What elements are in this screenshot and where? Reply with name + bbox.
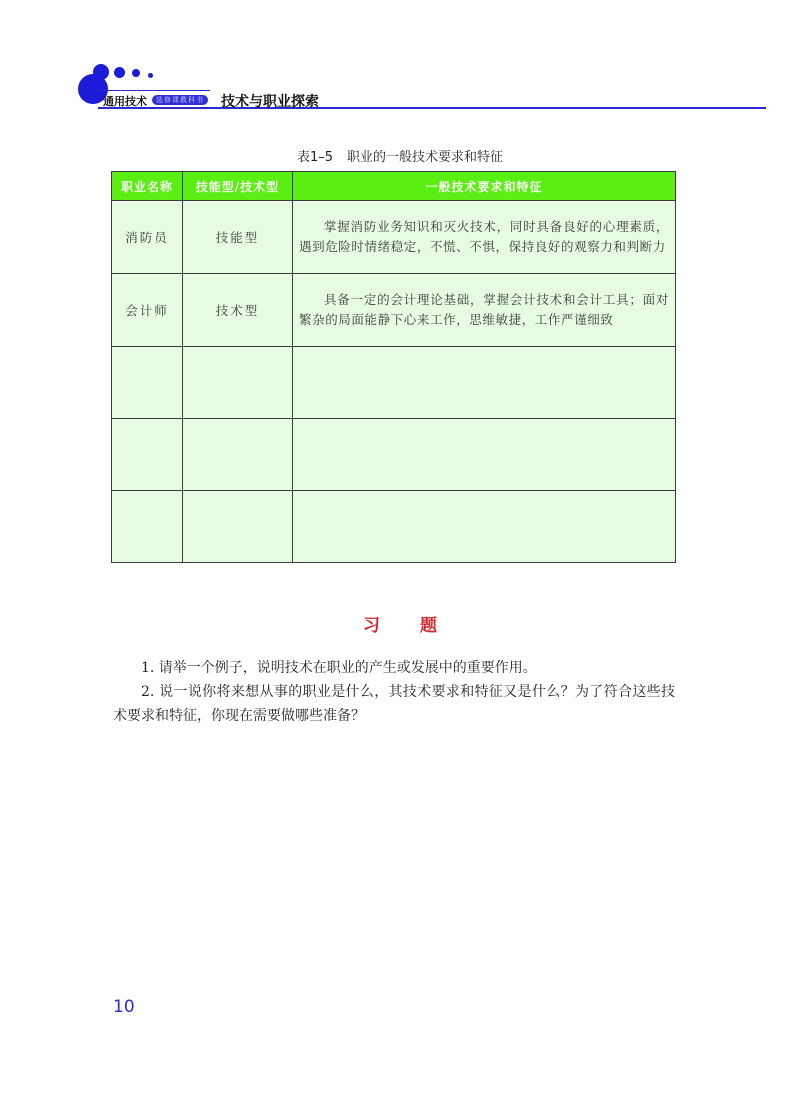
table-header-row (112, 172, 676, 201)
cell-requirements: 掌握消防业务知识和灭火技术，同时具备良好的心理素质，遇到危险时情绪稳定，不慌、不惧，保持良好的观察力和判断力 (293, 201, 676, 274)
exercise-question-2: 2. 说一说你将来想从事的职业是什么，其技术要求和特征又是什么？为了符合这些技术要求和特征，你现在需要做哪些准备？ (113, 684, 675, 724)
cell-requirements-blank (293, 347, 676, 419)
series-name: 通用技术 (103, 95, 147, 108)
table-row-blank (112, 347, 676, 419)
cell-occupation-blank (112, 491, 183, 563)
cell-type: 技能型 (183, 201, 293, 274)
exercises-title (0, 611, 800, 636)
page-header (0, 0, 800, 120)
decor-dot-small (114, 67, 125, 78)
cell-occupation: 会计师 (112, 274, 183, 347)
header-requirements: 一般技术要求和特征 (293, 172, 676, 201)
decor-dot-tiny (132, 69, 140, 77)
cell-occupation-blank (112, 347, 183, 419)
header-type: 技能型/技术型 (183, 172, 293, 201)
cell-type: 技术型 (183, 274, 293, 347)
table-caption-number: 表1–5 (296, 150, 334, 165)
header-occupation: 职业名称 (112, 172, 183, 201)
cell-occupation-blank (112, 419, 183, 491)
cell-requirements: 具备一定的会计理论基础，掌握会计技术和会计工具；面对繁杂的局面能静下心来工作，思维敏捷，工作严谨细致 (293, 274, 676, 347)
cell-occupation: 消防员 (112, 201, 183, 274)
exercise-question-1: 1. 请举一个例子，说明技术在职业的产生或发展中的重要作用。 (141, 660, 537, 676)
decor-dot-mini (148, 73, 153, 78)
table-row-blank (112, 419, 676, 491)
table-row (112, 201, 676, 274)
table-row-blank (112, 491, 676, 563)
cell-requirements-blank (293, 491, 676, 563)
decor-dot-medium (93, 64, 109, 80)
header-rule (98, 107, 766, 109)
exercises-title-char-2: 题 (420, 616, 437, 636)
table-caption (0, 146, 800, 165)
cell-type-blank (183, 347, 293, 419)
occupation-table (111, 171, 676, 563)
book-title: 技术与职业探索 (221, 94, 319, 110)
exercises-title-char-1: 习 (363, 616, 380, 636)
table-caption-text: 职业的一般技术要求和特征 (347, 150, 504, 165)
cell-requirements-blank (293, 419, 676, 491)
series-tag: 选修课教科书 (152, 95, 208, 105)
cell-type-blank (183, 419, 293, 491)
table-row (112, 274, 676, 347)
page-number: 10 (113, 997, 135, 1017)
cell-type-blank (183, 491, 293, 563)
